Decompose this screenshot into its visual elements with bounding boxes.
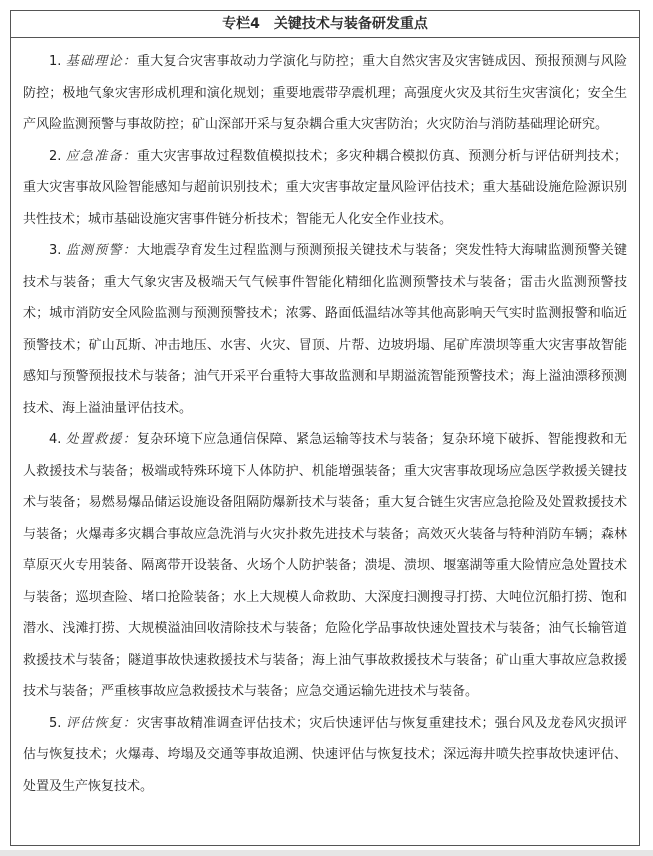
section-assessment-recovery — [23, 708, 627, 803]
section-number: 2. — [49, 148, 62, 164]
column-title: 专栏4 关键技术与装备研发重点 — [11, 11, 639, 38]
section-text: 灾害事故精准调查评估技术；灾后快速评估与恢复重建技术；强台风及龙卷风灾损评估与恢复技术；火爆毒、垮塌及交通等事故追溯、快速评估与恢复技术；深远海井喷失控事故快速评估、处置及生产恢复技术。 — [23, 715, 627, 794]
section-label: 处置救援： — [65, 432, 138, 447]
section-emergency-preparation — [23, 141, 627, 236]
section-text: 重大复合灾害事故动力学演化与防控；重大自然灾害及灾害链成因、预报预测与风险防控；极地气象灾害形成机理和演化规划；重要地震带孕震机理；高强度火灾及其衍生灾害演化；安全生产风险监测预警与事故防控；矿山深部开采与复杂耦合重大灾害防治；火灾防治与消防基础理论研究。 — [23, 54, 627, 132]
section-basic-theory — [23, 46, 627, 141]
section-label: 评估恢复： — [65, 715, 138, 731]
section-disposal-rescue — [23, 424, 627, 708]
section-text: 复杂环境下应急通信保障、紧急运输等技术与装备；复杂环境下破拆、智能搜救和无人救援技术与装备；极端或特殊环境下人体防护、机能增强装备；重大灾害事故现场应急医学救援关键技术与装备；易燃易爆品储运设施设备阻隔防爆新技术与装备；重大复合链生灾害应急抢险及处置救援技术与装备；火爆毒多灾耦合事故应急洗消与火灾扑救先进技术与装备；高效灭火装备与特种消防车辆；森林草原灭火专用装备、隔离带开设装备、火场个人防护装备；溃堤、溃坝、堰塞湖等重大险情应急处置技术与装备；巡坝查险、堵口抢险装备；水上大规模人命救助、大深度扫测搜寻打捞、大吨位沉船打捞、饱和潜水、浅滩打捞、大规模溢油回收清除技术与装备；危险化学品事故快速处置技术与装备；油气长输管道救援技术与装备；隧道事故快速救援技术与装备；海上油气事故救援技术与装备；矿山重大事故应急救援技术与装备；严重核事故应急救援技术与装备；应急交通运输先进技术与装备。 — [23, 432, 627, 699]
bottom-divider — [0, 850, 653, 856]
section-number: 4. — [49, 432, 62, 447]
column-content — [11, 38, 639, 802]
section-label: 监测预警： — [65, 243, 138, 258]
section-number: 1. — [49, 54, 62, 69]
column-box — [10, 10, 640, 846]
section-label: 应急准备： — [65, 148, 138, 164]
section-text: 重大灾害事故过程数值模拟技术；多灾种耦合模拟仿真、预测分析与评估研判技术；重大灾害事故风险智能感知与超前识别技术；重大灾害事故定量风险评估技术；重大基础设施危险源识别共性技术；城市基础设施灾害事件链分析技术；智能无人化安全作业技术。 — [23, 148, 627, 227]
section-label: 基础理论： — [65, 54, 138, 69]
section-text: 大地震孕育发生过程监测与预测预报关键技术与装备；突发性特大海啸监测预警关键技术与装备；重大气象灾害及极端天气气候事件智能化精细化监测预警技术与装备；雷击火监测预警技术；城市消防安全风险监测与预测预警技术；浓雾、路面低温结冰等其他高影响天气实时监测报警和临近预警技术；矿山瓦斯、冲击地压、水害、火灾、冒顶、片帮、边坡坍塌、尾矿库溃坝等重大灾害事故智能感知与预警预报技术与装备；油气开采平台重特大事故监测和早期溢流智能预警技术；海上溢油漂移预测技术、海上溢油量评估技术。 — [23, 243, 627, 416]
section-number: 5. — [49, 715, 62, 731]
section-monitoring-warning — [23, 235, 627, 424]
section-number: 3. — [49, 243, 62, 258]
